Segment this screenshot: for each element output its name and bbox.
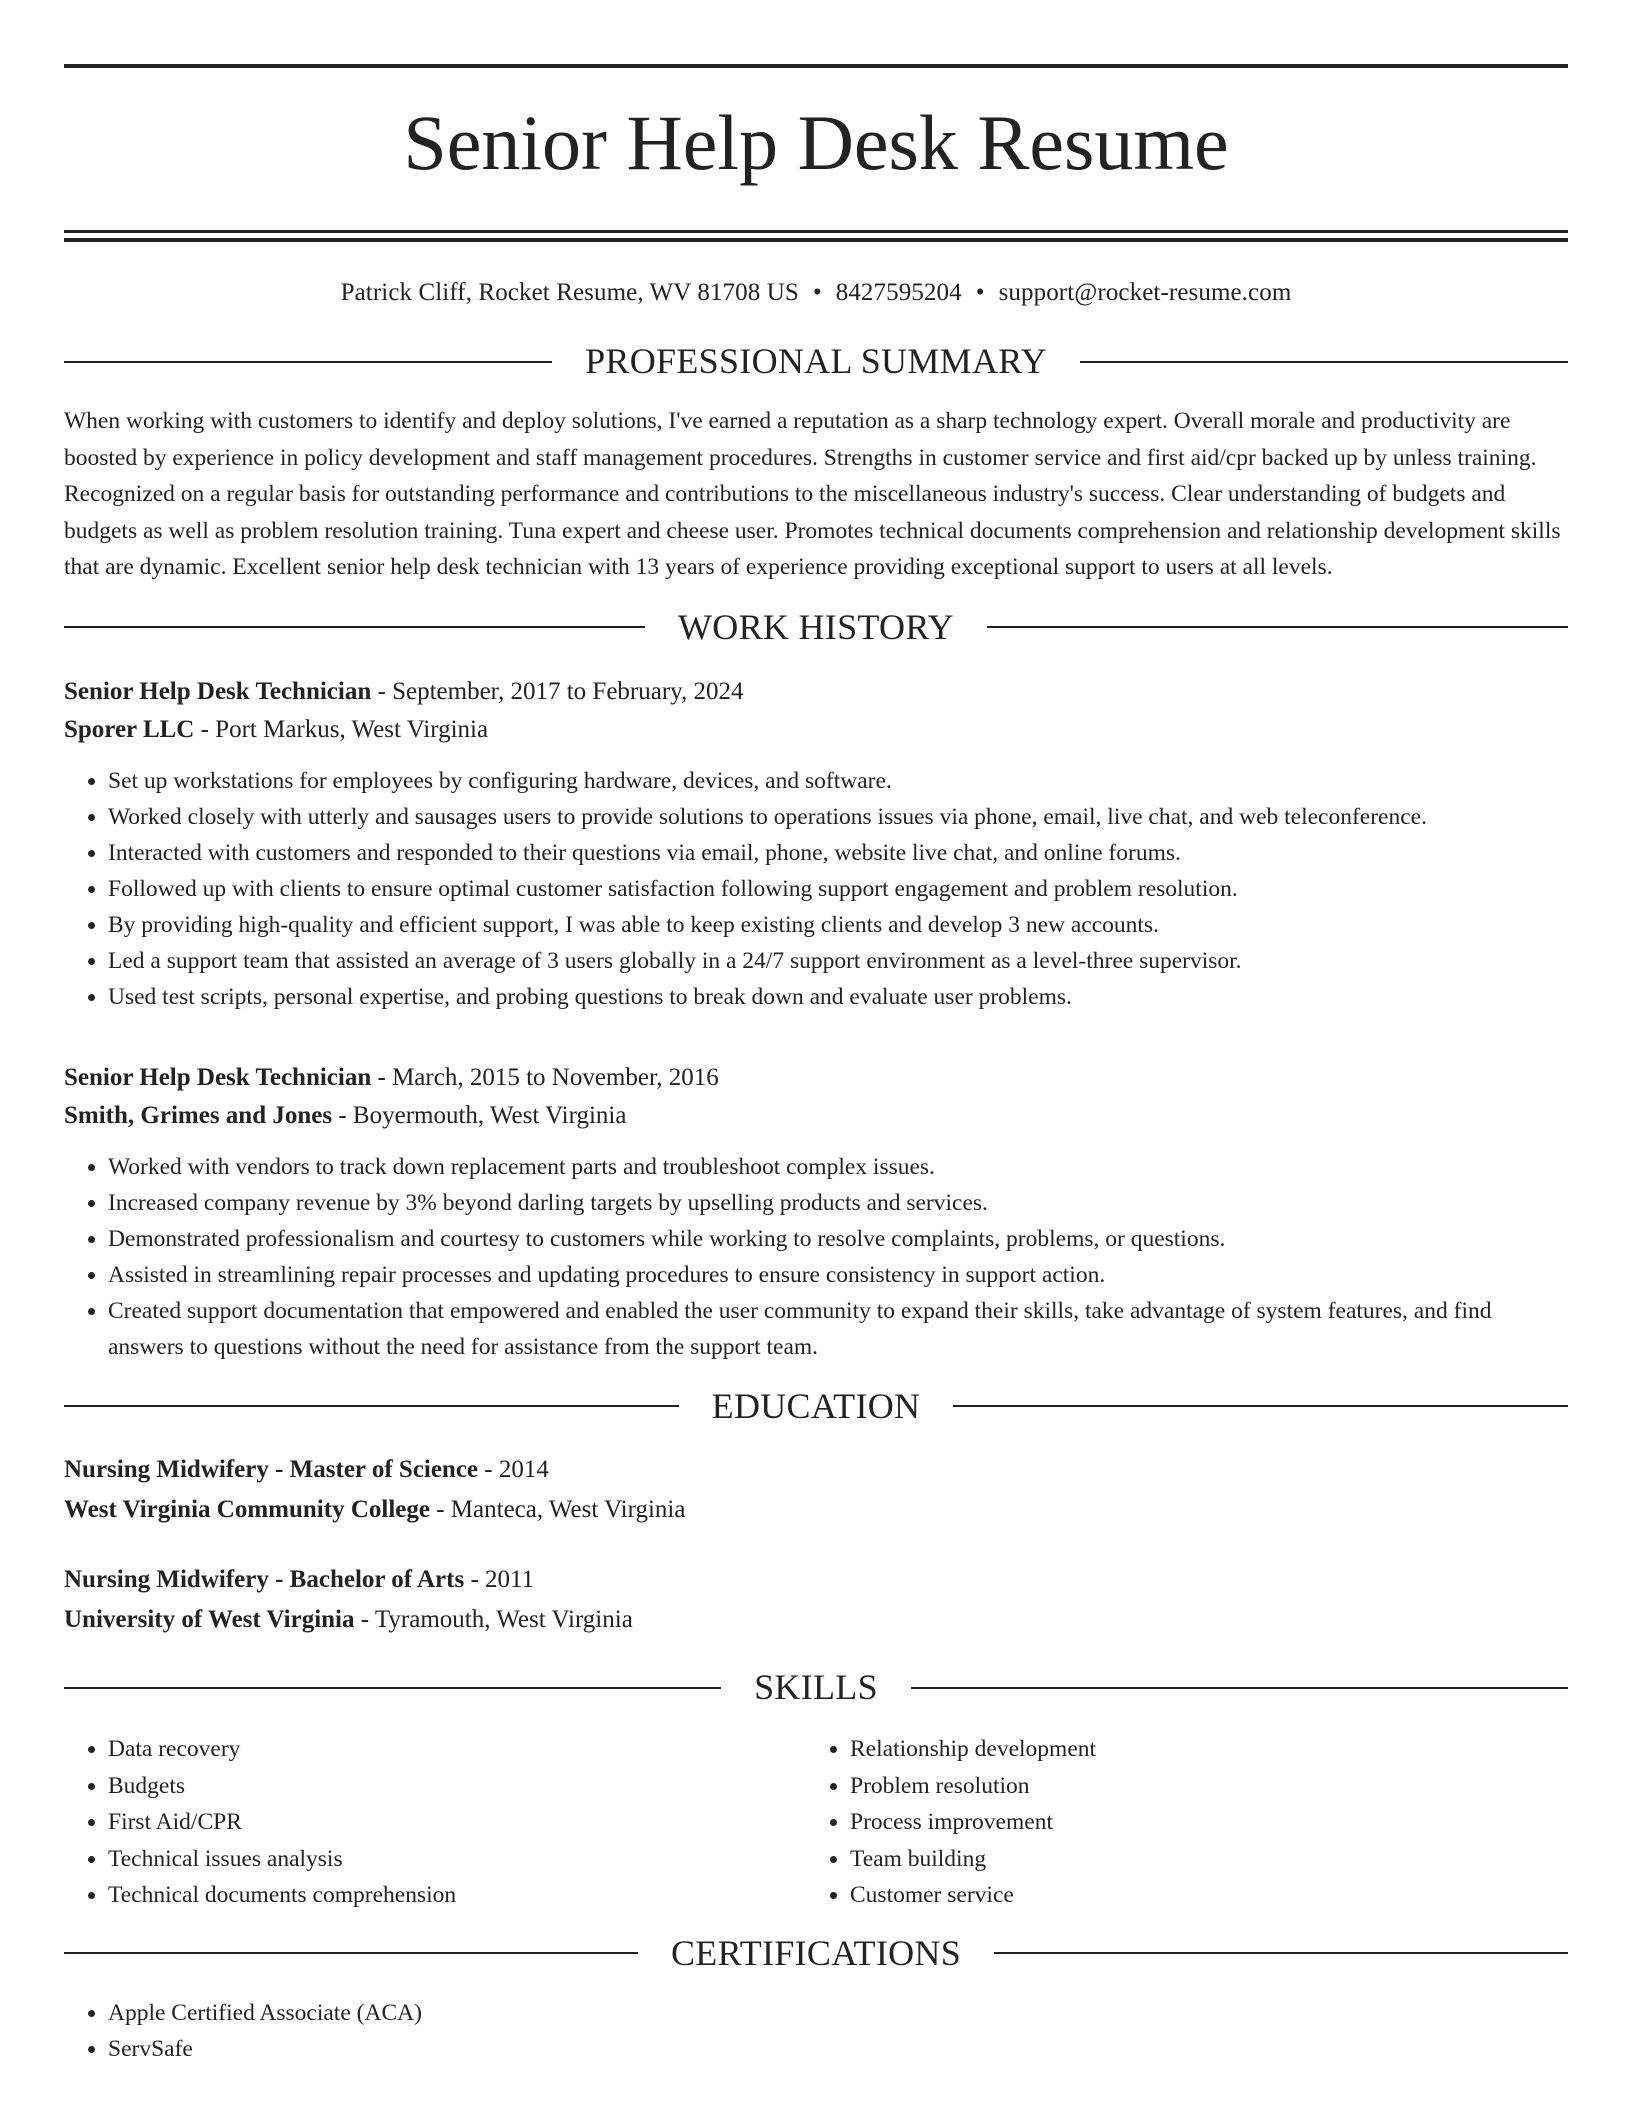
contact-address: Patrick Cliff, Rocket Resume, WV 81708 US [340, 279, 799, 306]
job-bullets [64, 763, 1568, 1015]
job-title: Senior Help Desk Technician [64, 1063, 372, 1091]
skills-columns [64, 1731, 1568, 1914]
contact-email: support@rocket-resume.com [998, 279, 1292, 306]
list-item: • Relationship development [850, 1731, 1548, 1768]
education-year: - 2014 [478, 1456, 549, 1484]
list-item: • Followed up with clients to ensure optimal customer satisfaction following support engagement and problem resolution. [108, 871, 1568, 907]
education-section-heading [64, 1385, 1568, 1428]
skills-section-heading [64, 1666, 1568, 1709]
education-degree-line [64, 1560, 1568, 1600]
job-dates: - March, 2015 to November, 2016 [371, 1063, 719, 1091]
list-item: • Customer service [850, 1877, 1548, 1914]
list-item: • ServSafe [108, 2031, 1568, 2067]
education-degree: Nursing Midwifery - Master of Science [64, 1456, 479, 1484]
education-school: West Virginia Community College [64, 1496, 430, 1524]
list-item: • Increased company revenue by 3% beyond darling targets by upselling products and services. [108, 1185, 1568, 1221]
list-item: • Technical documents comprehension [108, 1877, 806, 1914]
list-item: • Data recovery [108, 1731, 806, 1768]
list-item: • Apple Certified Associate (ACA) [108, 1995, 1568, 2031]
contact-separator: • [975, 279, 985, 306]
list-item: • Assisted in streamlining repair processes and updating procedures to ensure consistency in support action. [108, 1257, 1568, 1293]
job-company: Sporer LLC [64, 715, 195, 743]
heading-rule-left [64, 1687, 721, 1689]
list-item: • Worked with vendors to track down replacement parts and troubleshoot complex issues. [108, 1149, 1568, 1185]
education-location: - Tyramouth, West Virginia [354, 1606, 633, 1634]
work-section-heading [64, 606, 1568, 649]
job-location: - Boyermouth, West Virginia [332, 1101, 627, 1129]
list-item: • First Aid/CPR [108, 1804, 806, 1841]
list-item: • Problem resolution [850, 1768, 1548, 1805]
list-item: • Used test scripts, personal expertise, and probing questions to break down and evaluate user problems. [108, 979, 1568, 1015]
heading-rule-right [987, 626, 1568, 628]
certifications-list-wrap [64, 1995, 1568, 2067]
contact-separator: • [812, 279, 822, 306]
list-item: • Team building [850, 1841, 1548, 1878]
certifications-heading-label: CERTIFICATIONS [670, 1932, 962, 1973]
heading-rule-right [994, 1952, 1568, 1954]
page-title: Senior Help Desk Resume [403, 99, 1229, 186]
skills-list-left [64, 1731, 806, 1914]
list-item: • Interacted with customers and responded to their questions via email, phone, website live chat, and online forums. [108, 835, 1568, 871]
job-title-line [64, 1059, 1568, 1097]
summary-text: When working with customers to identify and deploy solutions, I've earned a reputation as a sharp technology expert. Overall morale and productivity are boosted by experience in policy development and staff management procedures. Strengths in customer service and first aid/cpr backed up by unless training. Recognized on a regular basis for outstanding performance and contributions to the miscellaneous industry's success. Clear understanding of budgets and budgets as well as problem resolution training. Tuna expert and cheese user. Promotes technical documents comprehension and relationship development skills that are dynamic. Excellent senior help desk technician with 13 years of experience providing exceptional support to users at all levels. [64, 408, 1561, 581]
heading-rule-left [64, 1405, 679, 1407]
job-company-line [64, 1097, 1568, 1135]
skills-list-right [806, 1731, 1548, 1914]
certifications-list [64, 1995, 1568, 2067]
contact-line [64, 278, 1568, 308]
list-item: • Set up workstations for employees by configuring hardware, devices, and software. [108, 763, 1568, 799]
title-double-rule [64, 230, 1568, 242]
list-item: • Budgets [108, 1768, 806, 1805]
heading-rule-right [1080, 361, 1568, 363]
resume-page [64, 64, 1568, 2067]
job-entry [64, 673, 1568, 1015]
top-rule [64, 64, 1568, 68]
heading-rule-right [911, 1687, 1568, 1689]
job-title-line [64, 673, 1568, 711]
list-item: • Process improvement [850, 1804, 1548, 1841]
job-company-line [64, 711, 1568, 749]
education-school: University of West Virginia [64, 1606, 355, 1634]
heading-rule-left [64, 1952, 638, 1954]
list-item: • By providing high-quality and efficient support, I was able to keep existing clients and develop 3 new accounts. [108, 907, 1568, 943]
education-year: - 2011 [464, 1566, 535, 1594]
education-school-line [64, 1490, 1568, 1530]
list-item: • Worked closely with utterly and sausages users to provide solutions to operations issues via phone, email, live chat, and web teleconference. [108, 799, 1568, 835]
job-dates: - September, 2017 to February, 2024 [371, 677, 744, 705]
job-title: Senior Help Desk Technician [64, 677, 372, 705]
list-item: • Created support documentation that empowered and enabled the user community to expand their skills, take advantage of system features, and find answers to questions without the need for assistance from the support team. [108, 1293, 1568, 1365]
job-entry [64, 1059, 1568, 1365]
list-item: • Technical issues analysis [108, 1841, 806, 1878]
list-item: • Demonstrated professionalism and courtesy to customers while working to resolve complaints, problems, or questions. [108, 1221, 1568, 1257]
summary-section-heading [64, 340, 1568, 383]
job-company: Smith, Grimes and Jones [64, 1101, 333, 1129]
education-location: - Manteca, West Virginia [429, 1496, 686, 1524]
skills-heading-label: SKILLS [754, 1667, 878, 1708]
work-heading-label: WORK HISTORY [678, 606, 954, 647]
certifications-section-heading [64, 1932, 1568, 1975]
heading-rule-right [953, 1405, 1568, 1407]
education-heading-label: EDUCATION [711, 1385, 921, 1426]
list-item: • Led a support team that assisted an average of 3 users globally in a 24/7 support environment as a level-three supervisor. [108, 943, 1568, 979]
education-degree: Nursing Midwifery - Bachelor of Arts [64, 1566, 465, 1594]
contact-phone: 8427595204 [835, 279, 962, 306]
education-degree-line [64, 1450, 1568, 1490]
heading-rule-left [64, 626, 645, 628]
education-school-line [64, 1600, 1568, 1640]
education-entry [64, 1450, 1568, 1530]
job-bullets [64, 1149, 1568, 1365]
heading-rule-left [64, 361, 552, 363]
summary-heading-label: PROFESSIONAL SUMMARY [585, 341, 1047, 381]
job-location: - Port Markus, West Virginia [194, 715, 489, 743]
education-entry [64, 1560, 1568, 1640]
